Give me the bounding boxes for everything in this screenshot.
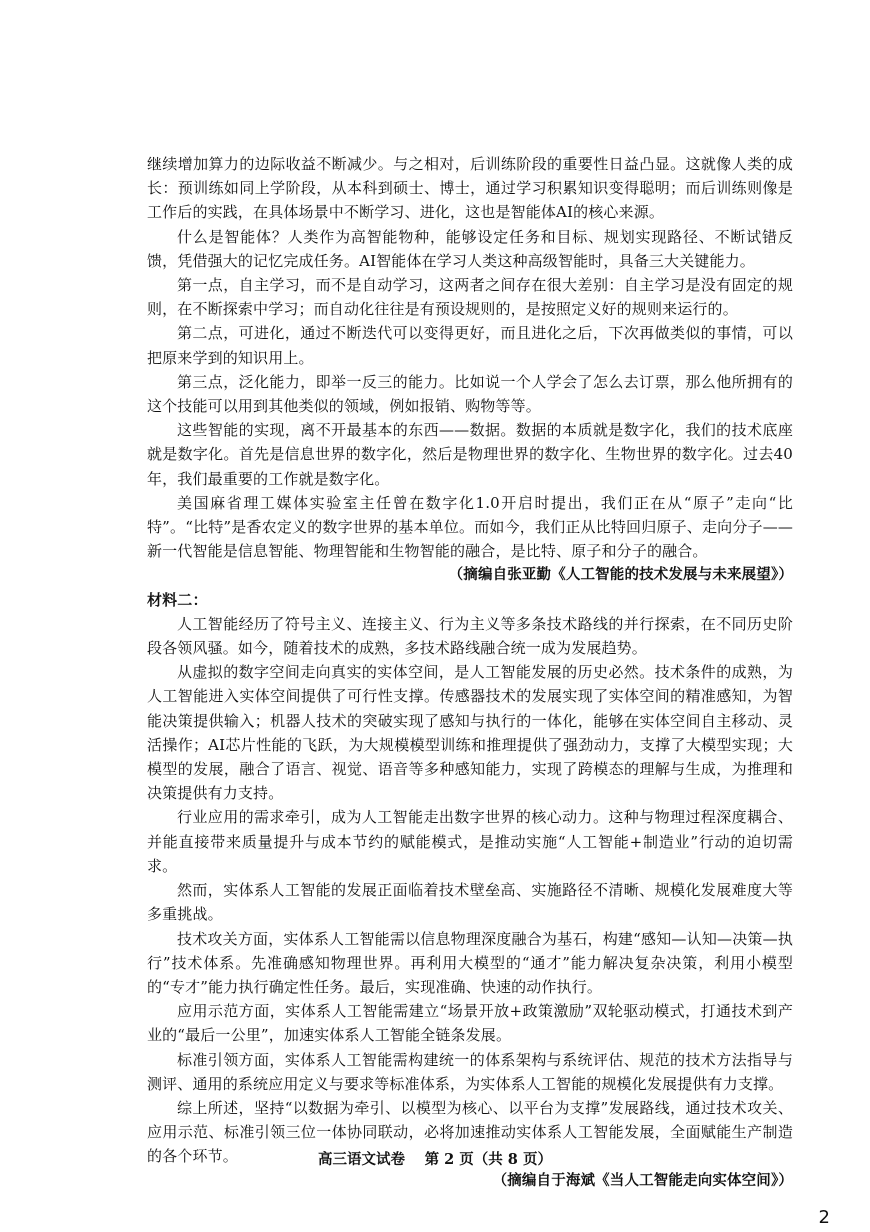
page-number: 2 [818,1207,830,1228]
paragraph: 技术攻关方面，实体系人工智能需以信息物理深度融合为基石，构建“感知—认知—决策—执行”技术体系。先准确感知物理世界。再利用大模型的“通才”能力解决复杂决策，利用小模型的“专才”能力执行确定性任务。最后，实现准确、快速的动作执行。 [147,929,793,996]
paragraph: 标准引领方面，实体系人工智能需构建统一的体系架构与系统评估、规范的技术方法指导与测评、通用的系统应用定义与要求等标准体系，为实体系人工智能的规模化发展提供有力支撑。 [147,1050,793,1093]
article-body [147,152,793,1193]
paragraph: 这些智能的实现，离不开最基本的东西——数据。数据的本质就是数字化，我们的技术底座就是数字化。首先是信息世界的数字化，然后是物理世界的数字化、生物世界的数字化。过去40年，我们最重要的工作就是数字化。 [147,421,793,488]
paragraph: 第二点，可进化，通过不断迭代可以变得更好，而且进化之后，下次再做类似的事情，可以把原来学到的知识用上。 [147,324,793,367]
paragraph: 从虚拟的数字空间走向真实的实体空间，是人工智能发展的历史必然。技术条件的成熟，为人工智能进入实体空间提供了可行性支撑。传感器技术的发展实现了实体空间的精准感知，为智能决策提供输入；机器人技术的突破实现了感知与执行的一体化，能够在实体空间自主移动、灵活操作；AI芯片性能的飞跃，为大规模模型训练和推理提供了强劲动力，支撑了大模型实现；大模型的发展，融合了语言、视觉、语音等多种感知能力，实现了跨模态的理解与生成，为推理和决策提供有力支持。 [147,663,793,803]
paragraph: 什么是智能体？人类作为高智能物种，能够设定任务和目标、规划实现路径、不断试错反馈，凭借强大的记忆完成任务。AI智能体在学习人类这种高级智能时，具备三大关键能力。 [147,227,793,270]
source-citation: （摘编自张亚勤《人工智能的技术发展与未来展望》） [448,566,793,584]
paragraph: 然而，实体系人工智能的发展正面临着技术壁垒高、实施路径不清晰、规模化发展难度大等多重挑战。 [147,881,793,924]
paragraph: 第一点，自主学习，而不是自动学习，这两者之间存在很大差别：自主学习是没有固定的规则，在不断探索中学习；而自动化往往是有预设规则的，是按照定义好的规则来运行的。 [147,276,793,319]
paragraph: 行业应用的需求牵引，成为人工智能走出数字世界的核心动力。这种与物理过程深度耦合、并能直接带来质量提升与成本节约的赋能模式，是推动实施“人工智能+制造业”行动的迫切需求。 [147,808,793,875]
page-footer: 高三语文试卷 第 2 页（共 8 页） [318,1151,552,1168]
paragraph: 综上所述，坚持“以数据为牵引、以模型为核心、以平台为支撑”发展路线，通过技术攻关、应用示范、标准引领三位一体协同联动，必将加速推动实体系人工智能发展，全面赋能生产制造的各个环节。 [147,1098,793,1166]
paragraph: 继续增加算力的边际收益不断减少。与之相对，后训练阶段的重要性日益凸显。这就像人类的成长：预训练如同上学阶段，从本科到硕士、博士，通过学习积累知识变得聪明；而后训练则像是工作后的实践，在具体场景中不断学习、进化，这也是智能体AI的核心来源。 [147,155,793,222]
source-citation: （摘编自于海斌《当人工智能走向实体空间》） [492,1171,793,1189]
paragraph: 第三点，泛化能力，即举一反三的能力。比如说一个人学会了怎么去订票，那么他所拥有的这个技能可以用到其他类似的领域，例如报销、购物等等。 [147,372,793,416]
paragraph: 美国麻省理工媒体实验室主任曾在数字化1.0开启时提出，我们正在从“原子”走向“比特”。“比特”是香农定义的数字世界的基本单位。而如今，我们正从比特回归原子、走向分子——新一代智能是信息智能、物理智能和生物智能的融合，是比特、原子和分子的融合。 [147,493,793,561]
section-heading: 材料二： [147,590,208,609]
paragraph: 应用示范方面，实体系人工智能需建立“场景开放+政策激励”双轮驱动模式，打通技术到产业的“最后一公里”，加速实体系人工智能全链条发展。 [147,1002,793,1045]
paragraph: 人工智能经历了符号主义、连接主义、行为主义等多条技术路线的并行探索，在不同历史阶段各领风骚。如今，随着技术的成熟，多技术路线融合统一成为发展趋势。 [147,614,793,658]
